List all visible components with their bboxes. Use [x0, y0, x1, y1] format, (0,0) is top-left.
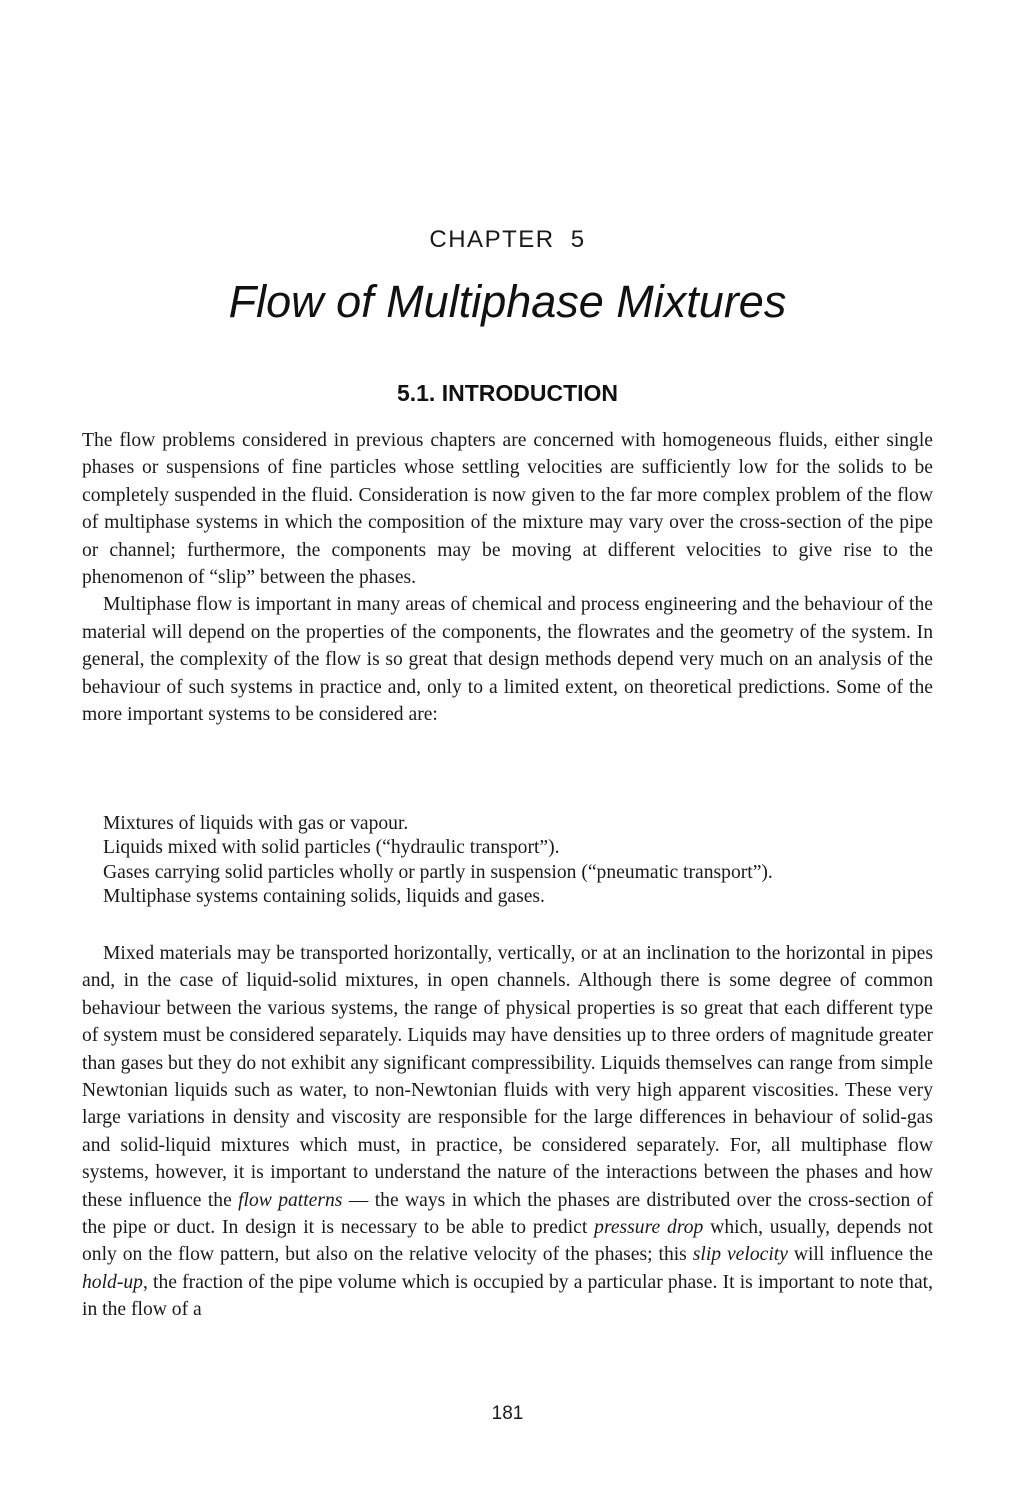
term-flow-patterns: flow patterns [238, 1189, 343, 1211]
page-number: 181 [491, 1403, 524, 1424]
paragraph-1: The flow problems considered in previous chapters are concerned with homogeneous fluids, either single phases or suspensions of fine particles whose settling velocities are sufficiently low for the solids to be completely suspended in the fluid. Consideration is now given to the far more complex problem of the flow of multiphase systems in which the composition of the mixture may vary over the cross-section of the pipe or channel; furthermore, the components may be moving at different velocities to give rise to the phenomenon of “slip” between the phases. [82, 430, 933, 589]
paragraph-2: Multiphase flow is important in many areas of chemical and process engineering and the behaviour of the material will depend on the properties of the components, the flowrates and the geometry of the system. In general, the complexity of the flow is so great that design methods depend very much on an analysis of the behaviour of such systems in practice and, only to a limited extent, on theoretical predictions. Some of the more important systems to be considered are: [82, 594, 933, 726]
paragraph-3-text-d: will influence the [787, 1244, 934, 1266]
list-item: Gases carrying solid particles wholly or partly in suspension (“pneumatic transport”). [103, 861, 773, 883]
term-pressure-drop: pressure drop [594, 1217, 704, 1239]
term-hold-up: hold-up [82, 1271, 143, 1293]
chapter-title: Flow of Multiphase Mixtures [228, 276, 787, 327]
paragraph-3-text-e: , the fraction of the pipe volume which is occupied by a particular phase. It is important to note that, in the flow of a [82, 1271, 933, 1321]
document-page [82, 0, 933, 1509]
systems-list [103, 812, 933, 910]
list-item: Liquids mixed with solid particles (“hydraulic transport”). [103, 837, 560, 859]
paragraph-3-text-b: — the ways in which the phases are distributed over the cross-section of the pipe or duct. In design it is necessary to be able to predict [82, 1189, 933, 1239]
main-text-block [82, 940, 933, 1324]
chapter-label: CHAPTER 5 [429, 226, 586, 253]
section-heading: 5.1. INTRODUCTION [396, 380, 619, 406]
term-slip-velocity: slip velocity [692, 1244, 788, 1266]
list-item: Multiphase systems containing solids, liquids and gases. [103, 886, 545, 908]
paragraph-3-text-c: which, usually, depends not only on the flow pattern, but also on the relative velocity of the phases; this [82, 1217, 933, 1266]
paragraph-3-text-a: Mixed materials may be transported horizontally, vertically, or at an inclination to the horizontal in pipes and, in the case of liquid-solid mixtures, in open channels. Although there is some degree of common behaviour between the various systems, the range of physical properties is so great that each different type of system must be considered separately. Liquids may have densities up to three orders of magnitude greater than gases but they do not exhibit any significant compressibility. Liquids themselves can range from simple Newtonian liquids such as water, to non-Newtonian fluids with very high apparent viscosities. These very large variations in density and viscosity are responsible for the large differences in behaviour of solid-gas and solid-liquid mixtures which must, in practice, be considered separately. For, all multiphase flow systems, however, it is important to understand the nature of the interactions between the phases and how these influence the [82, 943, 933, 1211]
paragraph-3 [82, 940, 933, 1324]
list-item: Mixtures of liquids with gas or vapour. [103, 813, 409, 834]
intro-text-block [82, 427, 933, 728]
